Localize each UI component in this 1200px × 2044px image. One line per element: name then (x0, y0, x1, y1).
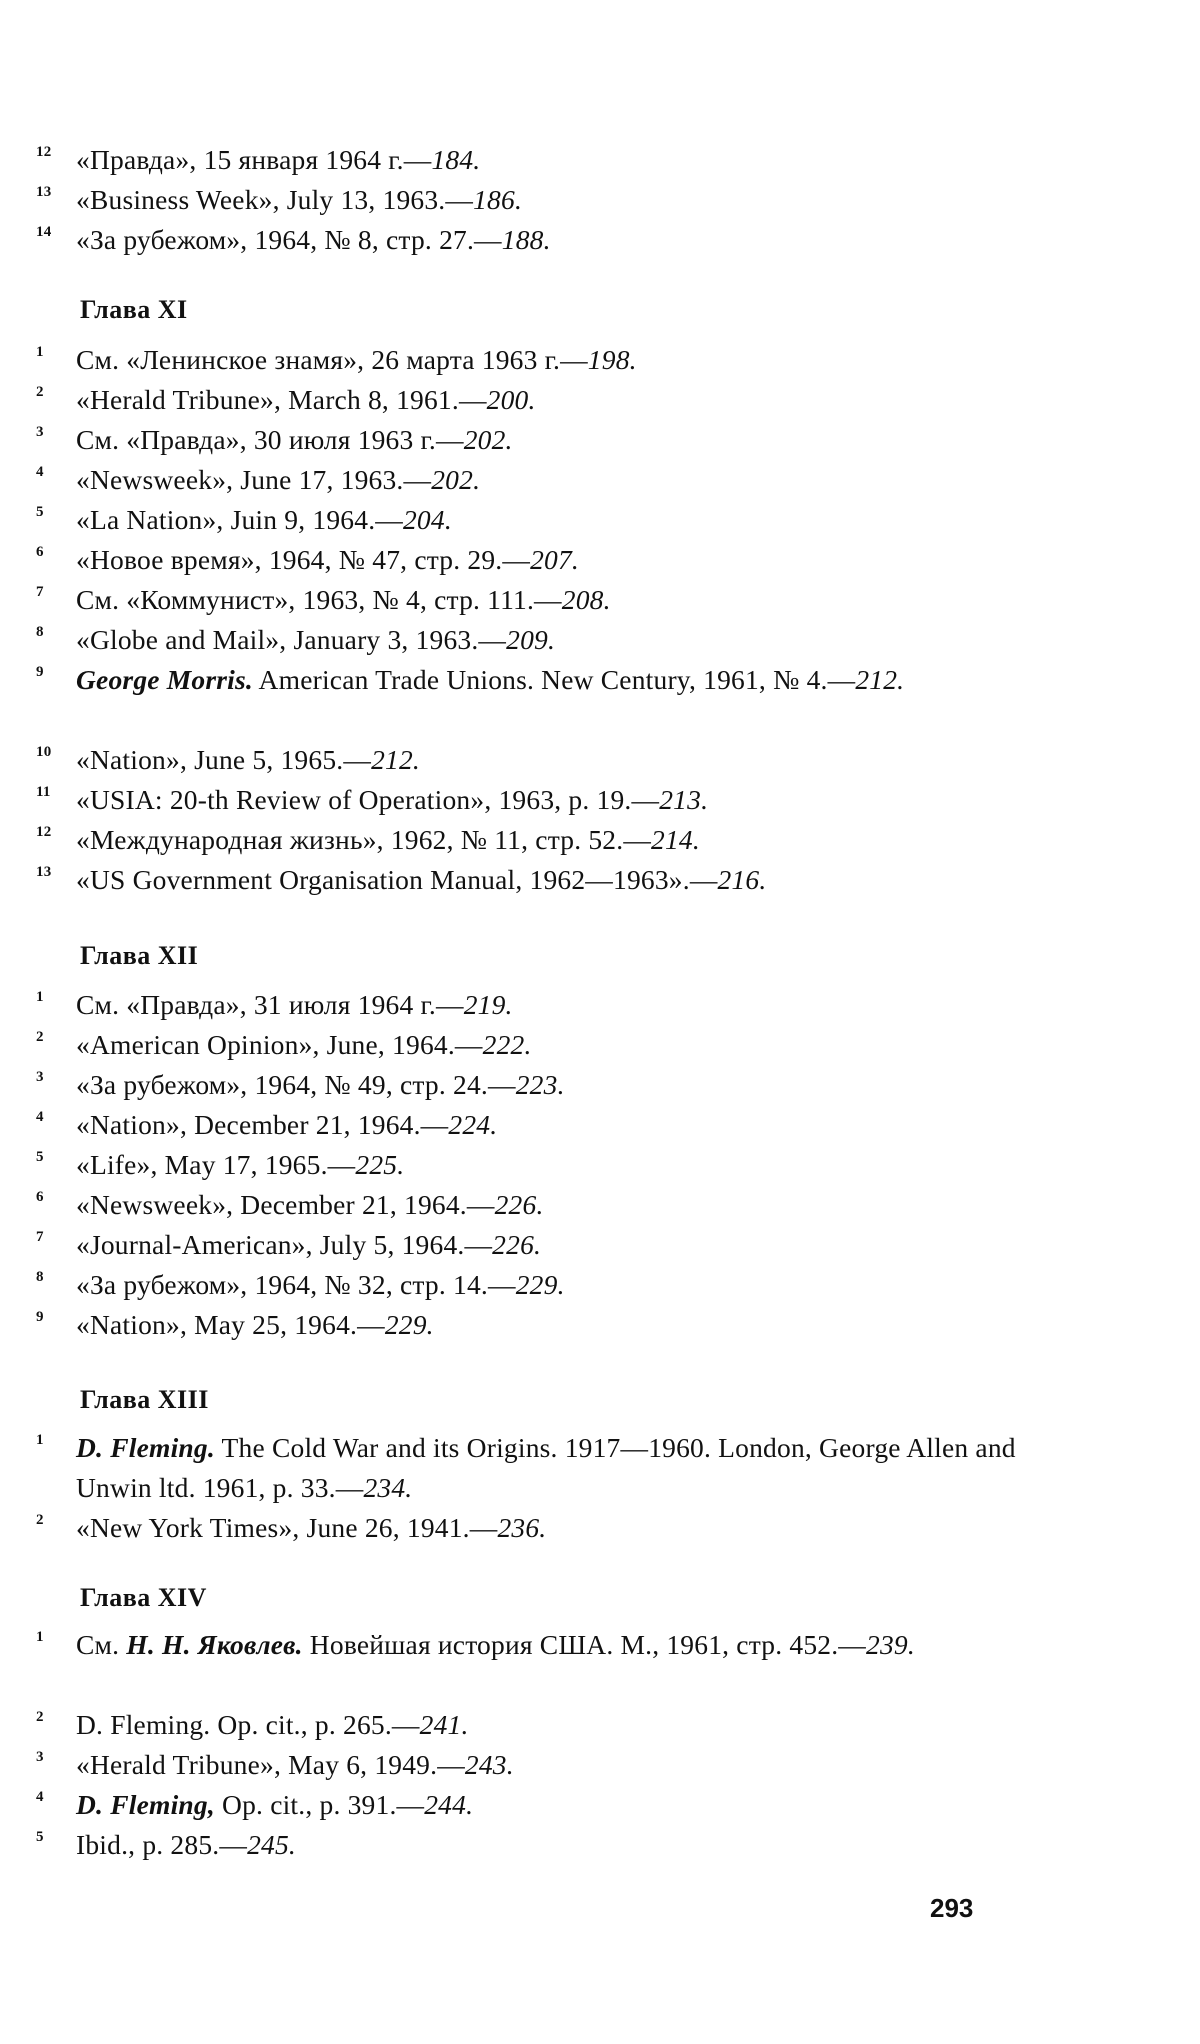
footnote-page-ref: 202. (463, 424, 513, 455)
footnote-author: D. Fleming. (76, 1432, 215, 1463)
footnote-page-ref: 243. (464, 1749, 514, 1780)
footnote-number: 5 (36, 1829, 44, 1845)
footnote-text: «Newsweek», December 21, 1964.— (76, 1189, 495, 1220)
footnote (36, 1105, 1036, 1145)
chapter-heading: Глава XII (80, 941, 199, 970)
footnote-number: 2 (36, 384, 44, 400)
footnote-page-ref: 234. (363, 1472, 413, 1503)
footnote-page-ref: 214. (651, 824, 700, 855)
footnote-number: 13 (36, 864, 52, 880)
footnote-text: См. (76, 1629, 127, 1660)
footnote-page-ref: 245. (247, 1829, 296, 1860)
footnote (36, 180, 1036, 220)
footnote (36, 220, 1036, 260)
footnote-text: Ibid., p. 285.— (76, 1829, 248, 1860)
footnote-number: 4 (36, 1109, 44, 1125)
footnote-page-ref: 224. (448, 1109, 498, 1140)
footnote-text: Op. cit., p. 391.— (214, 1789, 425, 1820)
footnote-text: «Правда», 15 января 1964 г.— (76, 144, 432, 175)
footnote (36, 740, 1036, 780)
footnote-number: 12 (36, 144, 52, 160)
footnote-number: 2 (36, 1029, 44, 1045)
footnote-page-ref: 225. (355, 1149, 405, 1180)
footnote-page-ref: 212. (371, 744, 420, 775)
page-number: 293 (930, 1893, 974, 1923)
footnote (36, 985, 1036, 1025)
footnote (36, 780, 1036, 820)
footnote-number: 5 (36, 1149, 44, 1165)
footnote (36, 1625, 1036, 1665)
footnote-text-continued: Новейшая история США. М., 1961, стр. 452.— (302, 1629, 866, 1660)
footnote-text: См. «Коммунист», 1963, № 4, стр. 111.— (76, 584, 562, 615)
footnote-number: 1 (36, 344, 44, 360)
footnote (36, 1305, 1036, 1345)
footnote-number: 8 (36, 1269, 44, 1285)
footnote-page-ref: 200. (486, 384, 536, 415)
footnote (36, 140, 1036, 180)
footnote-page-ref: 213. (659, 784, 709, 815)
footnote-text: The Cold War and its Origins. 1917—1960. London, George Allen and Unwin ltd. 1961, p. 33.— (76, 1432, 1016, 1503)
footnote (36, 1508, 1036, 1548)
footnote-number: 7 (36, 1229, 44, 1245)
footnote-text: «Nation», June 5, 1965.— (76, 744, 372, 775)
footnote (36, 540, 1036, 580)
footnote-author: George Morris. (76, 664, 253, 695)
footnote-text: «La Nation», Juin 9, 1964.— (76, 504, 403, 535)
footnote-number: 4 (36, 1789, 44, 1805)
footnote-number: 12 (36, 824, 52, 840)
footnote-text: «American Opinion», June, 1964.— (76, 1029, 483, 1060)
footnote-page-ref: 239. (866, 1629, 915, 1660)
footnote-text: «Life», May 17, 1965.— (76, 1149, 356, 1180)
footnote-page-ref: 223. (515, 1069, 565, 1100)
footnote-number: 6 (36, 1189, 44, 1205)
footnote-page-ref: 202. (431, 464, 481, 495)
footnote-number: 10 (36, 744, 52, 760)
footnote-page-ref: 216. (717, 864, 767, 895)
footnote-page-ref: 222. (482, 1029, 532, 1060)
footnote-number: 2 (36, 1512, 44, 1528)
footnote (36, 660, 1036, 700)
footnote (36, 460, 1036, 500)
footnote-text: «Nation», December 21, 1964.— (76, 1109, 449, 1140)
footnote-text: «Globe and Mail», January 3, 1963.— (76, 624, 507, 655)
footnote (36, 1145, 1036, 1185)
footnote-text: «Business Week», July 13, 1963.— (76, 184, 474, 215)
footnote-number: 5 (36, 504, 44, 520)
footnote-number: 2 (36, 1709, 44, 1725)
footnote (36, 1745, 1036, 1785)
footnote-page-ref: 198. (587, 344, 637, 375)
footnote-text: «Herald Tribune», May 6, 1949.— (76, 1749, 465, 1780)
footnote-text: «Newsweek», June 17, 1963.— (76, 464, 432, 495)
footnote (36, 580, 1036, 620)
footnote-text: «За рубежом», 1964, № 49, стр. 24.— (76, 1069, 516, 1100)
footnote (36, 380, 1036, 420)
footnote-page-ref: 236. (497, 1512, 547, 1543)
footnote (36, 1705, 1036, 1745)
footnote-page-ref: 241. (419, 1709, 469, 1740)
footnote-page-ref: 207. (530, 544, 579, 575)
footnote (36, 1265, 1036, 1305)
footnote-text: «За рубежом», 1964, № 32, стр. 14.— (76, 1269, 516, 1300)
footnote-author: Н. Н. Яковлев. (126, 1629, 303, 1660)
footnote-text: «New York Times», June 26, 1941.— (76, 1512, 498, 1543)
footnote-page-ref: 208. (561, 584, 611, 615)
footnote-page-ref: 204. (402, 504, 452, 535)
footnote (36, 1025, 1036, 1065)
footnote-number: 13 (36, 184, 52, 200)
footnote-number: 7 (36, 584, 44, 600)
footnote-page-ref: 226. (494, 1189, 544, 1220)
footnote (36, 500, 1036, 540)
footnote-number: 8 (36, 624, 44, 640)
footnote-text: См. «Ленинское знамя», 26 марта 1963 г.— (76, 344, 588, 375)
footnote-page-ref: 186. (473, 184, 523, 215)
footnote (36, 1225, 1036, 1265)
footnote-page-ref: 219. (463, 989, 513, 1020)
footnote-number: 3 (36, 424, 44, 440)
footnote-page-ref: 188. (501, 224, 551, 255)
footnote (36, 1065, 1036, 1105)
footnote-text: «USIA: 20-th Review of Operation», 1963, p. 19.— (76, 784, 660, 815)
footnote-page-ref: 212. (855, 664, 905, 695)
chapter-heading: Глава XIV (80, 1583, 207, 1612)
footnote-text: American Trade Unions. New Century, 1961, № 4.— (252, 664, 856, 695)
footnote-page-ref: 184. (431, 144, 481, 175)
footnote-text: «Herald Tribune», March 8, 1961.— (76, 384, 487, 415)
footnote (36, 1825, 1036, 1865)
footnote-text: «За рубежом», 1964, № 8, стр. 27.— (76, 224, 502, 255)
footnote-number: 9 (36, 1309, 44, 1325)
footnote-number: 9 (36, 664, 44, 680)
footnote-number: 1 (36, 989, 44, 1005)
footnote-text: «Новое время», 1964, № 47, стр. 29.— (76, 544, 531, 575)
footnote-number: 1 (36, 1432, 44, 1448)
footnote-author: D. Fleming, (76, 1789, 215, 1820)
footnote (36, 860, 1036, 900)
chapter-heading: Глава XIII (80, 1385, 209, 1414)
footnote-number: 3 (36, 1069, 44, 1085)
footnote (36, 1785, 1036, 1825)
footnote (36, 820, 1036, 860)
footnote-text: «Международная жизнь», 1962, № 11, стр. 52.— (76, 824, 652, 855)
footnote (36, 620, 1036, 660)
footnote-text: См. «Правда», 31 июля 1964 г.— (76, 989, 464, 1020)
footnote-page-ref: 244. (424, 1789, 474, 1820)
footnote-text: См. «Правда», 30 июля 1963 г.— (76, 424, 464, 455)
footnote-number: 1 (36, 1629, 44, 1645)
footnote-number: 6 (36, 544, 44, 560)
footnote-text: D. Fleming. Op. cit., p. 265.— (76, 1709, 420, 1740)
footnote-text: «Journal-American», July 5, 1964.— (76, 1229, 493, 1260)
footnote (36, 1428, 1036, 1508)
footnote-page-ref: 229. (515, 1269, 565, 1300)
footnote (36, 1185, 1036, 1225)
chapter-heading: Глава XI (80, 295, 188, 324)
footnote-text: «Nation», May 25, 1964.— (76, 1309, 385, 1340)
footnote (36, 340, 1036, 380)
footnote-number: 11 (36, 784, 51, 800)
footnote-page-ref: 226. (492, 1229, 542, 1260)
footnote-page-ref: 209. (506, 624, 556, 655)
footnote-number: 3 (36, 1749, 44, 1765)
footnote-page-ref: 229. (384, 1309, 434, 1340)
footnote-text: «US Government Organisation Manual, 1962—1963».— (76, 864, 718, 895)
footnote-number: 14 (36, 224, 52, 240)
footnote (36, 420, 1036, 460)
footnote-number: 4 (36, 464, 44, 480)
